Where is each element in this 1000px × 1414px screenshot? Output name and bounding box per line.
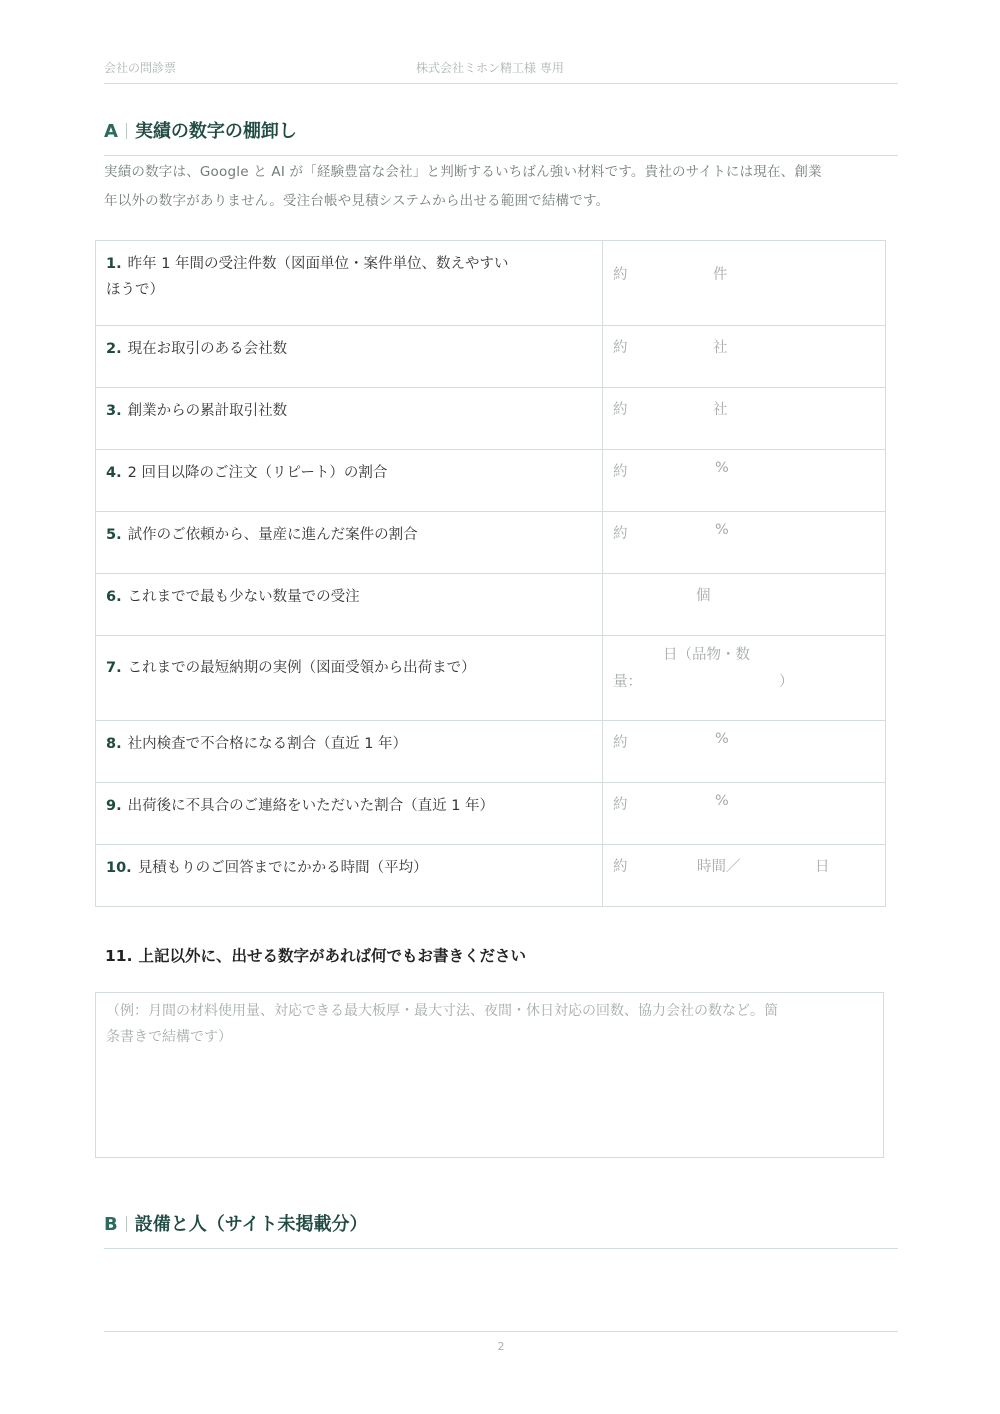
- question-text: ほうで）: [106, 282, 164, 298]
- answer-hint: 量：: [613, 674, 642, 690]
- question-number: 7.: [106, 660, 122, 676]
- placeholder-line: 条書きで結構です）: [106, 1029, 232, 1045]
- section-b-heading: [104, 1210, 898, 1249]
- question-text: 2 回目以降のご注文（リピート）の割合: [127, 465, 388, 481]
- unit-label: %: [715, 793, 729, 809]
- section-b-title: 設備と人（サイト未掲載分）: [134, 1214, 368, 1235]
- unit-label: %: [715, 522, 729, 538]
- question-number: 5.: [106, 527, 122, 543]
- question-cell: [96, 241, 603, 326]
- question-number: 1.: [106, 256, 122, 272]
- question-cell: [96, 845, 603, 907]
- answer-field-9[interactable]: [603, 783, 886, 845]
- approx-label: 約: [613, 859, 628, 875]
- question-number: 9.: [106, 798, 122, 814]
- answer-field-3[interactable]: [603, 388, 886, 450]
- answer-field-7[interactable]: [603, 636, 886, 721]
- question-text: 試作のご依頼から、量産に進んだ案件の割合: [127, 527, 418, 543]
- unit-label: 個: [696, 588, 711, 604]
- section-a-heading: [104, 117, 898, 156]
- question-row-2: [96, 326, 886, 388]
- page-header: [104, 57, 898, 84]
- question-cell: [96, 574, 603, 636]
- placeholder-line: （例：月間の材料使用量、対応できる最大板厚・最大寸法、夜間・休日対応の回数、協力会社の数など。箇: [106, 1003, 778, 1019]
- answer-field-1[interactable]: [603, 241, 886, 326]
- approx-label: 約: [613, 526, 628, 542]
- section-a-title: 実績の数字の棚卸し: [134, 121, 297, 142]
- question-text: 昨年 1 年間の受注件数（図面単位・案件単位、数えやすい: [127, 256, 509, 272]
- question-number: 2.: [106, 341, 122, 357]
- question-row-9: [96, 783, 886, 845]
- approx-label: 約: [613, 797, 628, 813]
- page-number: 2: [497, 1340, 505, 1353]
- question-text: 社内検査で不合格になる割合（直近 1 年）: [127, 736, 408, 752]
- question-number: 10.: [106, 860, 132, 876]
- unit-label: 社: [713, 340, 728, 356]
- section-a-intro: [104, 158, 898, 216]
- client-name: 株式会社ミホン精工様 専用: [416, 61, 564, 75]
- question-text: 現在お取引のある会社数: [127, 341, 288, 357]
- question-row-7: [96, 636, 886, 721]
- question-cell: [96, 636, 603, 721]
- section-b-letter: B: [104, 1214, 118, 1235]
- unit-label: %: [715, 460, 729, 476]
- unit-label: 件: [713, 267, 728, 283]
- page-footer: [104, 1331, 898, 1353]
- answer-hint: ）: [779, 674, 794, 690]
- question-row-6: [96, 574, 886, 636]
- question-number: 11.: [105, 947, 133, 965]
- question-text: 見積もりのご回答までにかかる時間（平均）: [137, 860, 428, 876]
- approx-label: 約: [613, 402, 628, 418]
- question-text: 創業からの累計取引社数: [127, 403, 288, 419]
- unit-label: 日: [815, 859, 830, 875]
- question-text: 上記以外に、出せる数字があれば何でもお書きください: [138, 947, 526, 965]
- question-row-10: [96, 845, 886, 907]
- approx-label: 約: [613, 267, 628, 283]
- question-cell: [96, 326, 603, 388]
- free-text-field[interactable]: [95, 992, 884, 1158]
- section-divider: [126, 1216, 127, 1232]
- intro-line: 実績の数字は、Google と AI が「経験豊富な会社」と判断するいちばん強い材料です。貴社のサイトには現在、創業: [104, 164, 822, 180]
- answer-field-6[interactable]: [603, 574, 886, 636]
- document-title: 会社の問診票: [104, 61, 177, 75]
- answer-field-8[interactable]: [603, 721, 886, 783]
- answer-field-10[interactable]: [603, 845, 886, 907]
- question-text: これまでで最も少ない数量での受注: [127, 589, 360, 605]
- question-text: 出荷後に不具合のご連絡をいただいた割合（直近 1 年）: [127, 798, 495, 814]
- question-11-label: [105, 944, 526, 966]
- question-cell: [96, 512, 603, 574]
- question-row-1: [96, 241, 886, 326]
- answer-field-5[interactable]: [603, 512, 886, 574]
- intro-line: 年以外の数字がありません。受注台帳や見積システムから出せる範囲で結構です。: [104, 193, 610, 209]
- unit-label: 時間／: [697, 859, 741, 875]
- question-cell: [96, 450, 603, 512]
- question-row-4: [96, 450, 886, 512]
- unit-label: %: [715, 731, 729, 747]
- approx-label: 約: [613, 735, 628, 751]
- question-row-5: [96, 512, 886, 574]
- question-number: 6.: [106, 589, 122, 605]
- question-number: 3.: [106, 403, 122, 419]
- answer-field-4[interactable]: [603, 450, 886, 512]
- question-text: これまでの最短納期の実例（図面受領から出荷まで）: [127, 660, 476, 676]
- question-cell: [96, 388, 603, 450]
- unit-label: 社: [713, 402, 728, 418]
- metrics-table: [95, 240, 886, 907]
- approx-label: 約: [613, 340, 628, 356]
- question-number: 4.: [106, 465, 122, 481]
- approx-label: 約: [613, 464, 628, 480]
- question-cell: [96, 721, 603, 783]
- section-divider: [126, 123, 127, 139]
- answer-hint: 日（品物・数: [663, 647, 750, 663]
- question-row-8: [96, 721, 886, 783]
- answer-field-2[interactable]: [603, 326, 886, 388]
- question-cell: [96, 783, 603, 845]
- question-number: 8.: [106, 736, 122, 752]
- section-a-letter: A: [104, 121, 118, 142]
- question-row-3: [96, 388, 886, 450]
